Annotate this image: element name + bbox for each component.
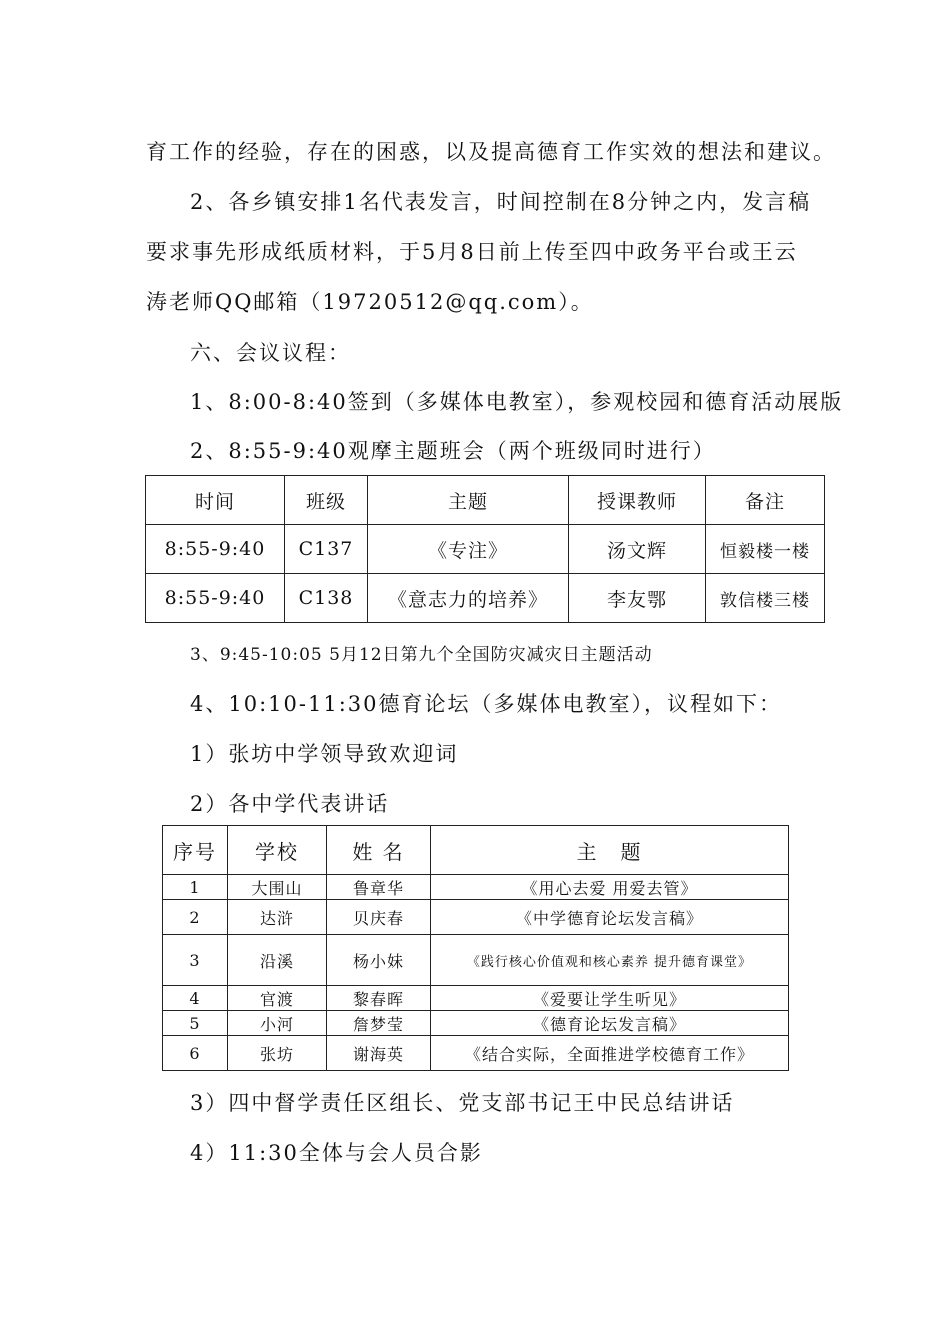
agenda-item-3: 3、9:45-10:05 5月12日第九个全国防灾减灾日主题活动 <box>190 645 653 665</box>
forum-sub-item-4: 4）11:30全体与会人员合影 <box>190 1141 483 1165</box>
table-row <box>163 875 789 900</box>
forum-sub-item-3: 3）四中督学责任区组长、党支部书记王中民总结讲话 <box>190 1091 735 1115</box>
cell-index: 1 <box>163 875 228 900</box>
cell-teacher: 汤文辉 <box>569 525 706 574</box>
cell-topic: 《专注》 <box>368 525 569 574</box>
table-row <box>146 574 825 623</box>
cell-topic: 《爱要让学生听见》 <box>431 986 789 1011</box>
speaker-table <box>162 825 789 1071</box>
cell-name: 杨小妹 <box>327 935 431 986</box>
cell-name: 贝庆春 <box>327 900 431 935</box>
header-cell-time: 时间 <box>146 476 285 525</box>
cell-topic: 《中学德育论坛发言稿》 <box>431 900 789 935</box>
cell-class: C138 <box>285 574 368 623</box>
cell-name: 谢海英 <box>327 1036 431 1071</box>
cell-school: 小河 <box>228 1011 327 1036</box>
class-meeting-table <box>145 475 825 623</box>
table-row <box>163 986 789 1011</box>
header-cell-name: 姓 名 <box>327 826 431 875</box>
cell-topic: 《践行核心价值观和核心素养 提升德育课堂》 <box>431 935 789 986</box>
cell-school: 张坊 <box>228 1036 327 1071</box>
table-row <box>163 1036 789 1071</box>
header-cell-topic: 主 题 <box>431 826 789 875</box>
agenda-item-4: 4、10:10-11:30德育论坛（多媒体电教室），议程如下： <box>190 692 782 716</box>
cell-index: 3 <box>163 935 228 986</box>
forum-sub-item-2: 2）各中学代表讲话 <box>190 792 390 816</box>
cell-name: 鲁章华 <box>327 875 431 900</box>
cell-topic: 《德育论坛发言稿》 <box>431 1011 789 1036</box>
table-row <box>163 935 789 986</box>
paragraph-item-2-line1: 2、各乡镇安排1名代表发言，时间控制在8分钟之内，发言稿 <box>190 190 812 214</box>
agenda-item-1: 1、8:00-8:40签到（多媒体电教室），参观校园和德育活动展版 <box>190 390 844 414</box>
paragraph-item-2-line3: 涛老师QQ邮箱（19720512@qq.com）。 <box>146 290 594 314</box>
cell-name: 詹梦莹 <box>327 1011 431 1036</box>
cell-school: 沿溪 <box>228 935 327 986</box>
cell-time: 8:55-9:40 <box>146 574 285 623</box>
header-cell-teacher: 授课教师 <box>569 476 706 525</box>
cell-index: 6 <box>163 1036 228 1071</box>
table-header-row <box>146 476 825 525</box>
paragraph-continuation: 育工作的经验，存在的困惑，以及提高德育工作实效的想法和建议。 <box>146 140 836 164</box>
header-cell-school: 学校 <box>228 826 327 875</box>
paragraph-item-2-line2: 要求事先形成纸质材料，于5月8日前上传至四中政务平台或王云 <box>146 240 798 264</box>
table-header-row <box>163 826 789 875</box>
section-heading-agenda: 六、会议议程： <box>190 341 351 365</box>
header-cell-note: 备注 <box>706 476 825 525</box>
cell-school: 官渡 <box>228 986 327 1011</box>
table-row <box>163 900 789 935</box>
cell-time: 8:55-9:40 <box>146 525 285 574</box>
header-cell-class: 班级 <box>285 476 368 525</box>
table-row <box>163 1011 789 1036</box>
agenda-item-2: 2、8:55-9:40观摩主题班会（两个班级同时进行） <box>190 439 716 463</box>
cell-school: 大围山 <box>228 875 327 900</box>
header-cell-index: 序号 <box>163 826 228 875</box>
cell-school: 达浒 <box>228 900 327 935</box>
cell-topic: 《结合实际，全面推进学校德育工作》 <box>431 1036 789 1071</box>
table-row <box>146 525 825 574</box>
header-cell-topic: 主题 <box>368 476 569 525</box>
cell-teacher: 李友鄂 <box>569 574 706 623</box>
cell-index: 2 <box>163 900 228 935</box>
cell-topic: 《用心去爱 用爱去管》 <box>431 875 789 900</box>
forum-sub-item-1: 1）张坊中学领导致欢迎词 <box>190 742 459 766</box>
cell-class: C137 <box>285 525 368 574</box>
cell-note: 敦信楼三楼 <box>706 574 825 623</box>
cell-index: 5 <box>163 1011 228 1036</box>
cell-topic: 《意志力的培养》 <box>368 574 569 623</box>
cell-note: 恒毅楼一楼 <box>706 525 825 574</box>
cell-name: 黎春晖 <box>327 986 431 1011</box>
cell-index: 4 <box>163 986 228 1011</box>
